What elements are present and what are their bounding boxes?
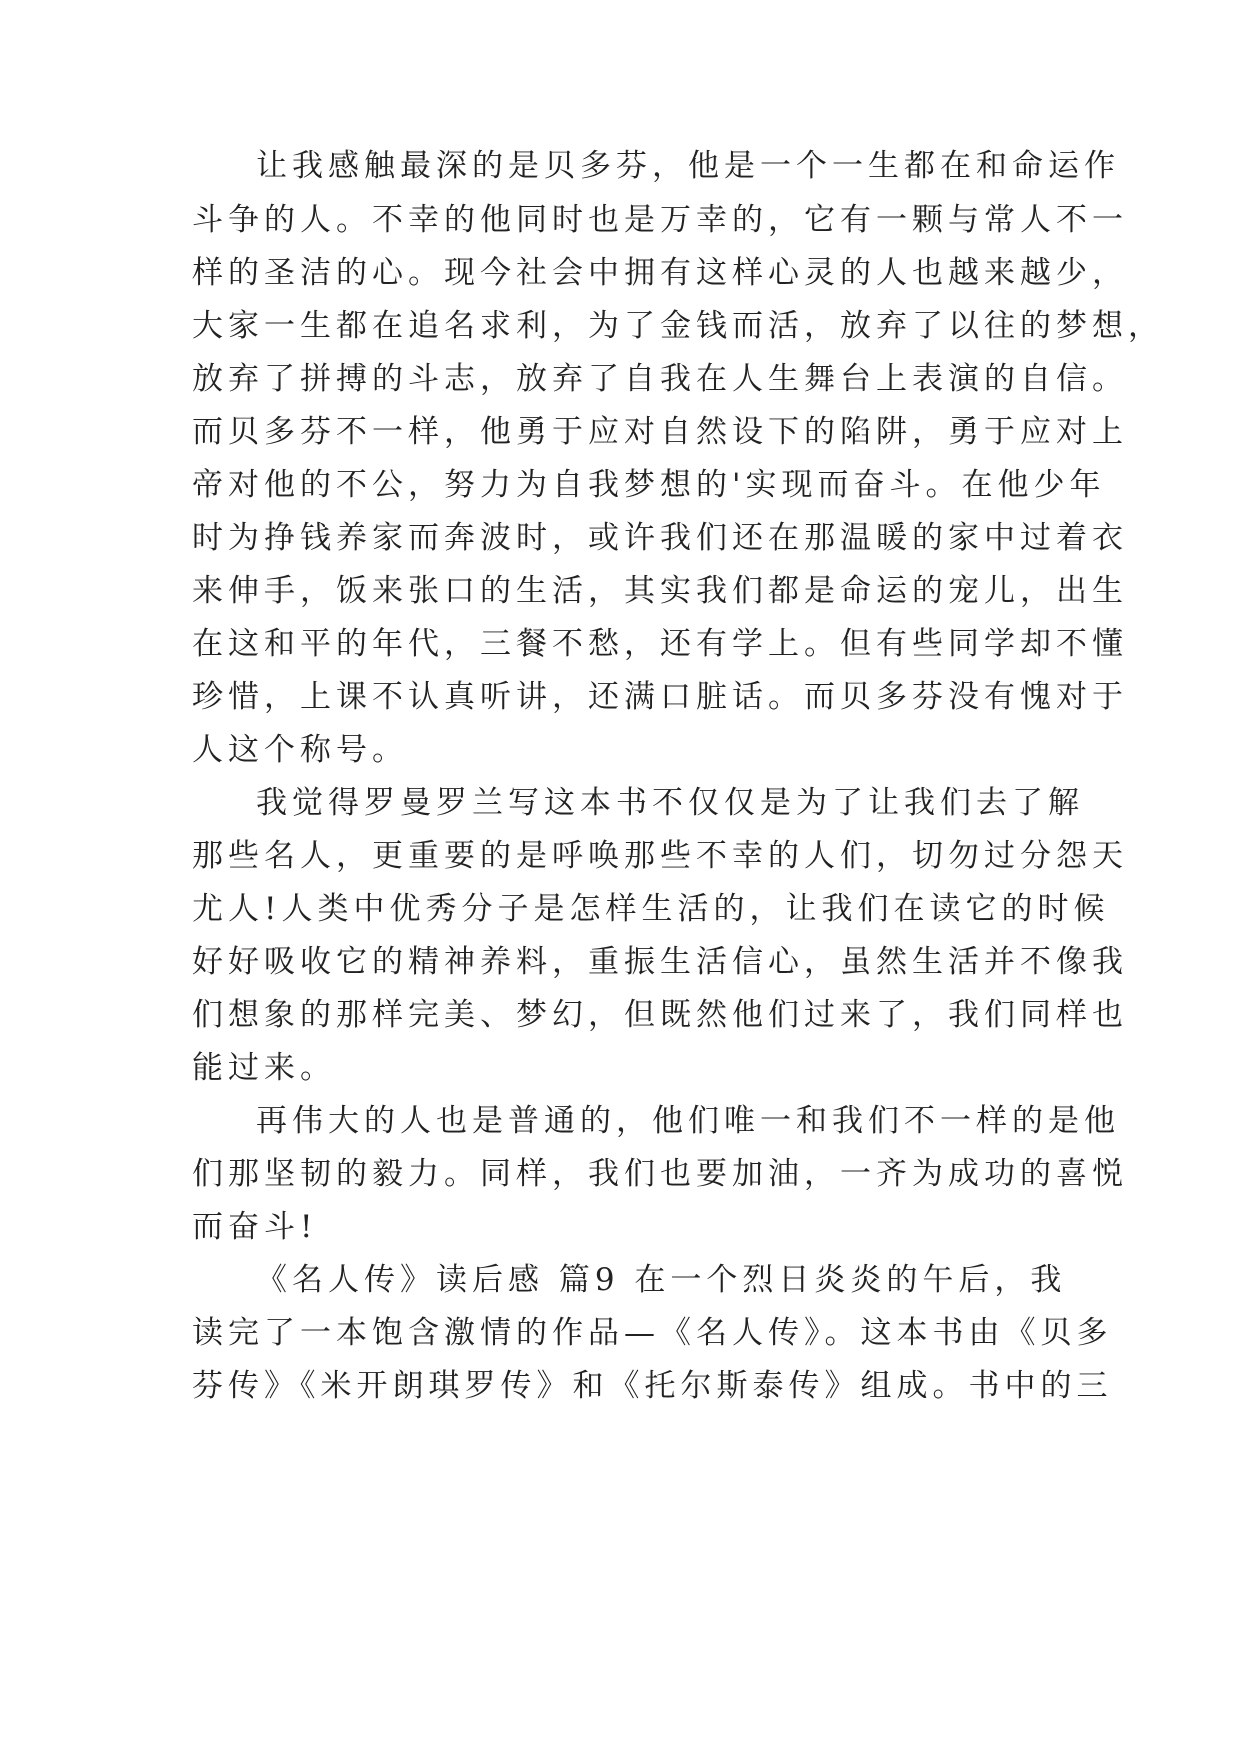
text-line: 样的圣洁的心。现今社会中拥有这样心灵的人也越来越少， xyxy=(192,255,1128,291)
text-line: 而贝多芬不一样，他勇于应对自然设下的陷阱，勇于应对上 xyxy=(192,414,1128,450)
text-line: 帝对他的不公，努力为自我梦想的'实现而奋斗。在他少年 xyxy=(192,467,1106,503)
text-line: 时为挣钱养家而奔波时，或许我们还在那温暖的家中过着衣 xyxy=(192,520,1128,556)
text-line: 珍惜，上课不认真听讲，还满口脏话。而贝多芬没有愧对于 xyxy=(192,679,1128,715)
text-line: 芬传》《米开朗琪罗传》和《托尔斯泰传》组成。书中的三 xyxy=(192,1368,1113,1404)
text-line: 《名人传》读后感 篇9 在一个烈日炎炎的午后，我 xyxy=(256,1262,1067,1298)
text-line: 们想象的那样完美、梦幻，但既然他们过来了，我们同样也 xyxy=(192,997,1128,1033)
text-line: 大家一生都在追名求利，为了金钱而活，放弃了以往的梦想， xyxy=(192,308,1164,344)
text-line: 读完了一本饱含激情的作品—《名人传》。这本书由《贝多 xyxy=(192,1315,1113,1351)
text-line: 来伸手，饭来张口的生活，其实我们都是命运的宠儿，出生 xyxy=(192,573,1128,609)
text-line: 斗争的人。不幸的他同时也是万幸的，它有一颗与常人不一 xyxy=(192,202,1128,238)
text-line: 我觉得罗曼罗兰写这本书不仅仅是为了让我们去了解 xyxy=(256,785,1084,821)
text-line: 在这和平的年代，三餐不愁，还有学上。但有些同学却不懂 xyxy=(192,626,1128,662)
text-line: 再伟大的人也是普通的，他们唯一和我们不一样的是他 xyxy=(256,1103,1120,1139)
text-line: 们那坚韧的毅力。同样，我们也要加油，一齐为成功的喜悦 xyxy=(192,1156,1128,1192)
text-line: 让我感触最深的是贝多芬，他是一个一生都在和命运作 xyxy=(256,148,1120,184)
text-line: 人这个称号。 xyxy=(192,732,408,768)
text-line: 能过来。 xyxy=(192,1050,336,1086)
text-line: 放弃了拼搏的斗志，放弃了自我在人生舞台上表演的自信。 xyxy=(192,361,1128,397)
text-line: 而奋斗! xyxy=(192,1209,318,1245)
text-line: 好好吸收它的精神养料，重振生活信心，虽然生活并不像我 xyxy=(192,944,1128,980)
text-line: 尤人!人类中优秀分子是怎样生活的，让我们在读它的时候 xyxy=(192,891,1110,927)
text-line: 那些名人，更重要的是呼唤那些不幸的人们，切勿过分怨天 xyxy=(192,838,1128,874)
